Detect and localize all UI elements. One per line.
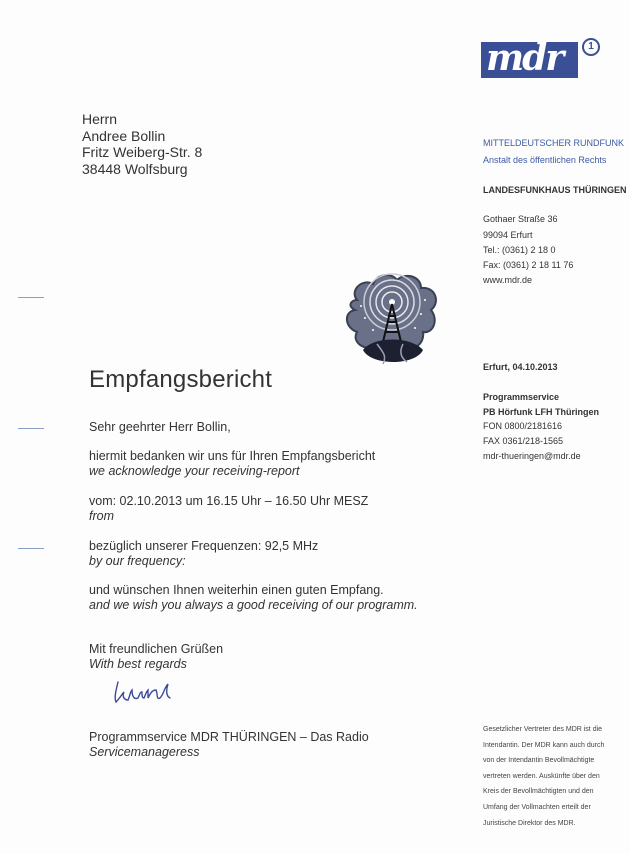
recipient-salutation: Herrn bbox=[82, 111, 118, 127]
sender-web[interactable]: www.mdr.de bbox=[483, 275, 533, 285]
recipient-city: 38448 Wolfsburg bbox=[82, 160, 188, 177]
thanks-line-de: hiermit bedanken wir uns für Ihren Empfangsbericht bbox=[89, 449, 376, 463]
letter-date: Erfurt, 04.10.2013 bbox=[483, 362, 558, 372]
legal-line: von der Intendantin Bevollmächtigte bbox=[483, 757, 595, 765]
handwritten-signature bbox=[112, 676, 178, 706]
fold-mark-top bbox=[18, 297, 44, 298]
date-line-de: vom: 02.10.2013 um 16.15 Uhr – 16.50 Uhr MESZ bbox=[89, 494, 369, 508]
legal-line: Kreis der Bevollmächtigten und den bbox=[483, 788, 594, 796]
legal-line: vertreten werden. Auskünfte über den bbox=[483, 772, 600, 780]
recipient-name: Andree Bollin bbox=[82, 127, 166, 144]
service-email[interactable]: mdr-thueringen@mdr.de bbox=[483, 451, 581, 461]
signer-name: Programmservice MDR THÜRINGEN – Das Radio bbox=[89, 730, 369, 744]
radio-tower-emblem-icon bbox=[343, 270, 441, 372]
legal-notice bbox=[483, 722, 608, 831]
sender-org-sub: Anstalt des öffentlichen Rechts bbox=[483, 155, 607, 165]
thanks-line-en: we acknowledge your receiving-report bbox=[89, 464, 300, 478]
legal-line: Intendantin. Der MDR kann auch durch bbox=[483, 741, 605, 749]
fold-mark-bottom bbox=[18, 548, 44, 549]
service-phone: FON 0800/2181616 bbox=[483, 421, 563, 431]
sender-street: Gothaer Straße 36 bbox=[483, 214, 558, 224]
greeting: Sehr geehrter Herr Bollin, bbox=[89, 420, 231, 434]
ard-badge-icon: 1 bbox=[582, 38, 600, 56]
service-fax: FAX 0361/218-1565 bbox=[483, 436, 564, 446]
legal-line: Juristische Direktor des MDR. bbox=[483, 819, 576, 827]
date-line-en: from bbox=[89, 509, 114, 523]
letter-title: Empfangsbericht bbox=[89, 366, 273, 393]
legal-line: Gesetzlicher Vertreter des MDR ist die bbox=[483, 726, 603, 733]
sender-city: 99094 Erfurt bbox=[483, 230, 533, 240]
mdr-logo-text: mdr bbox=[486, 37, 563, 79]
service-unit: PB Hörfunk LFH Thüringen bbox=[483, 407, 599, 417]
sender-org: MITTELDEUTSCHER RUNDFUNK bbox=[483, 138, 625, 148]
frequency-line-de: bezüglich unserer Frequenzen: 92,5 MHz bbox=[89, 539, 319, 553]
service-name: Programmservice bbox=[483, 392, 560, 402]
sender-tel: Tel.: (0361) 2 18 0 bbox=[483, 245, 556, 255]
signer-role: Servicemanageress bbox=[89, 745, 200, 759]
frequency-line-en: by our frequency: bbox=[89, 554, 186, 568]
wish-line-de: und wünschen Ihnen weiterhin einen guten Empfang. bbox=[89, 583, 384, 597]
sender-fax: Fax: (0361) 2 18 11 76 bbox=[483, 260, 574, 270]
sender-dept: LANDESFUNKHAUS THÜRINGEN bbox=[483, 185, 627, 195]
closing-en: With best regards bbox=[89, 657, 187, 671]
fold-mark-middle bbox=[18, 428, 44, 429]
closing-de: Mit freundlichen Grüßen bbox=[89, 642, 224, 656]
recipient-street: Fritz Weiberg-Str. 8 bbox=[82, 144, 203, 160]
recipient-address bbox=[82, 111, 202, 177]
legal-line: Umfang der Vollmachten erteilt der bbox=[483, 803, 591, 811]
wish-line-en: and we wish you always a good receiving of our programm. bbox=[89, 598, 418, 612]
